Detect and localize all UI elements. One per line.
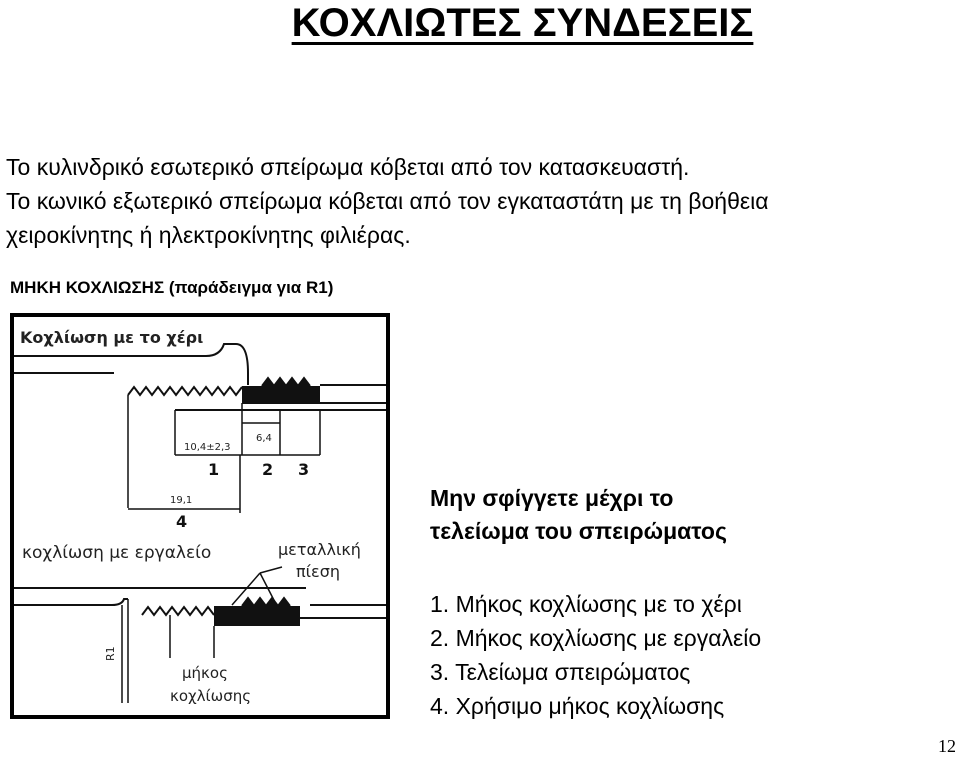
callout-2: 2 [262,460,274,479]
callout-1: 1 [208,460,220,479]
legend-item: 4. Χρήσιμο μήκος κοχλίωσης [430,693,725,719]
label-metal-pressure-2: πίεση [296,562,340,581]
label-thread-length-1: μήκος [182,664,228,682]
warning-line-2: τελείωμα του σπειρώματος [430,518,727,544]
label-hand-tightening: Κοχλίωση με το χέρι [20,328,204,347]
engaged-thread-top [242,386,320,404]
dim-hand-label: 10,4±2,3 [184,442,231,453]
dim-finish-label: 6,4 [256,433,272,444]
warning-line-1: Μην σφίγγετε μέχρι το [430,485,674,511]
dim-total-label: 19,1 [170,495,193,506]
legend-item: 3. Τελείωμα σπειρώματος [430,659,691,685]
label-r1: R1 [104,646,117,661]
slide-title: ΚΟΧΛΙΩΤΕΣ ΣΥΝΔΕΣΕΙΣ [291,1,754,45]
legend-list [430,587,761,723]
intro-text [6,150,769,252]
section-subheading: ΜΗΚΗ ΚΟΧΛΙΩΣΗΣ (παράδειγμα για R1) [10,278,334,297]
label-tool-tightening: κοχλίωση με εργαλείο [22,543,212,563]
label-metal-pressure-1: μεταλλική [278,540,361,559]
label-thread-length-2: κοχλίωσης [170,687,252,705]
intro-line-2: Το κωνικό εξωτερικό σπείρωμα κόβεται από τον εγκαταστάτη με τη βοήθεια [6,188,769,214]
thread-length-diagram [10,313,390,719]
callout-4: 4 [176,512,188,531]
diagram-panel [14,317,386,715]
legend-item: 2. Μήκος κοχλίωσης με εργαλείο [430,625,762,651]
engaged-thread-bottom [214,606,300,626]
intro-line-1: Το κυλινδρικό εσωτερικό σπείρωμα κόβεται από τον κατασκευαστή. [6,154,690,180]
page-number: 12 [938,736,956,756]
intro-line-3: χειροκίνητης ή ηλεκτροκίνητης φιλιέρας. [6,222,411,248]
warning-note [430,482,727,548]
legend-item: 1. Μήκος κοχλίωσης με το χέρι [430,591,742,617]
callout-3: 3 [298,460,310,479]
